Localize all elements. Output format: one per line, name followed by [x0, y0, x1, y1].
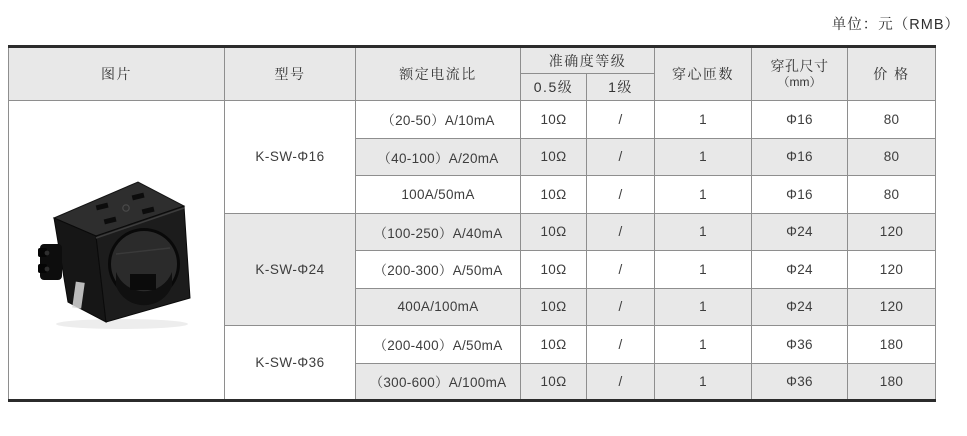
price-cell: 180 — [848, 363, 936, 401]
header-turns: 穿心匝数 — [655, 47, 752, 101]
accuracy1-cell: / — [587, 138, 655, 176]
accuracy05-cell: 10Ω — [521, 363, 587, 401]
accuracy1-cell: / — [587, 101, 655, 139]
hole-cell: Φ36 — [752, 363, 848, 401]
turns-cell: 1 — [655, 326, 752, 364]
header-accuracy-05: 0.5级 — [521, 74, 587, 101]
price-cell: 120 — [848, 213, 936, 251]
accuracy05-cell: 10Ω — [521, 251, 587, 289]
turns-cell: 1 — [655, 101, 752, 139]
accuracy05-cell: 10Ω — [521, 138, 587, 176]
table-header — [9, 47, 936, 101]
hole-cell: Φ36 — [752, 326, 848, 364]
accuracy1-cell: / — [587, 326, 655, 364]
price-cell: 120 — [848, 288, 936, 326]
accuracy1-cell: / — [587, 363, 655, 401]
header-accuracy-1: 1级 — [587, 74, 655, 101]
ratio-cell: 400A/100mA — [356, 288, 521, 326]
ratio-cell: （200-400）A/50mA — [356, 326, 521, 364]
accuracy05-cell: 10Ω — [521, 176, 587, 214]
hole-cell: Φ24 — [752, 213, 848, 251]
accuracy1-cell: / — [587, 176, 655, 214]
price-cell: 80 — [848, 101, 936, 139]
ratio-cell: （40-100）A/20mA — [356, 138, 521, 176]
unit-note: 单位：元（RMB） — [831, 17, 960, 33]
ratio-cell: （100-250）A/40mA — [356, 213, 521, 251]
product-photo-cell — [9, 101, 225, 401]
accuracy1-cell: / — [587, 251, 655, 289]
price-cell: 120 — [848, 251, 936, 289]
accuracy05-cell: 10Ω — [521, 326, 587, 364]
current-transformer-photo-icon — [38, 170, 196, 330]
price-cell: 180 — [848, 326, 936, 364]
price-cell: 80 — [848, 176, 936, 214]
header-price: 价 格 — [848, 47, 936, 101]
header-hole-size — [752, 47, 848, 101]
header-image: 图片 — [9, 47, 225, 101]
ratio-cell: （200-300）A/50mA — [356, 251, 521, 289]
table-row — [9, 101, 936, 139]
ratio-cell: 100A/50mA — [356, 176, 521, 214]
turns-cell: 1 — [655, 138, 752, 176]
ratio-cell: （20-50）A/10mA — [356, 101, 521, 139]
header-model: 型号 — [225, 47, 356, 101]
hole-cell: Φ16 — [752, 176, 848, 214]
accuracy05-cell: 10Ω — [521, 101, 587, 139]
hole-cell: Φ24 — [752, 288, 848, 326]
header-ratio: 额定电流比 — [356, 47, 521, 101]
hole-cell: Φ16 — [752, 138, 848, 176]
hole-cell: Φ16 — [752, 101, 848, 139]
accuracy1-cell: / — [587, 288, 655, 326]
model-cell: K-SW-Φ16 — [225, 101, 356, 214]
model-cell: K-SW-Φ24 — [225, 213, 356, 326]
header-hole-size-line1: 穿孔尺寸 — [770, 58, 829, 75]
header-hole-size-line2: （mm） — [777, 75, 822, 90]
accuracy05-cell: 10Ω — [521, 213, 587, 251]
hole-cell: Φ24 — [752, 251, 848, 289]
turns-cell: 1 — [655, 213, 752, 251]
turns-cell: 1 — [655, 363, 752, 401]
turns-cell: 1 — [655, 288, 752, 326]
ratio-cell: （300-600）A/100mA — [356, 363, 521, 401]
price-cell: 80 — [848, 138, 936, 176]
turns-cell: 1 — [655, 176, 752, 214]
model-cell: K-SW-Φ36 — [225, 326, 356, 401]
turns-cell: 1 — [655, 251, 752, 289]
accuracy1-cell: / — [587, 213, 655, 251]
product-spec-table — [8, 45, 936, 402]
header-accuracy: 准确度等级 — [521, 47, 655, 74]
accuracy05-cell: 10Ω — [521, 288, 587, 326]
